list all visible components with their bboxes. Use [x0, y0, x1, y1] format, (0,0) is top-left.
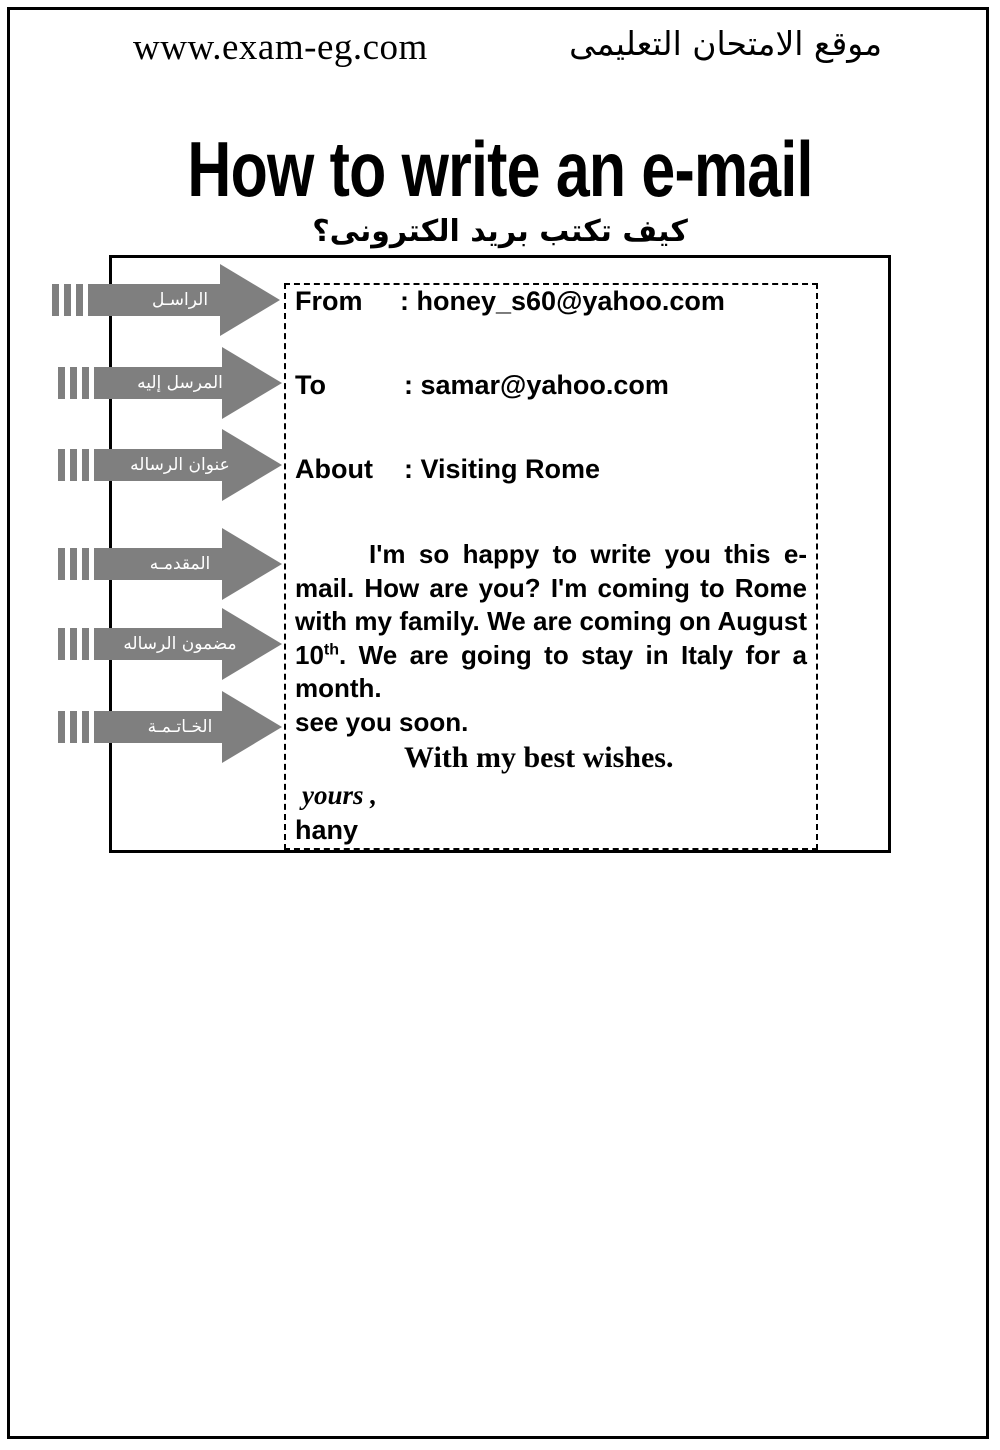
email-from-value: : honey_s60@yahoo.com: [400, 286, 725, 316]
email-body-text: I'm coming to Rome with my family. We are coming on August 10: [295, 572, 807, 670]
email-closing: With my best wishes.: [404, 741, 674, 774]
email-yours: yours ,: [302, 780, 378, 810]
arrow-sender: [52, 264, 284, 336]
email-to-label: To: [295, 370, 326, 400]
email-sign-off-line: see you soon.: [295, 706, 469, 737]
email-from-row: [295, 286, 725, 317]
email-about-label: About: [295, 454, 373, 484]
email-from-label: From: [295, 286, 363, 316]
email-body-text-continued: . We are going to stay in Italy for a month.: [295, 639, 807, 704]
arrow-label-recipient: المرسل إليه: [137, 373, 223, 393]
site-name: موقع الامتحان التعليمى: [569, 24, 882, 63]
page-subtitle: كيف تكتب بريد الكترونى؟: [312, 214, 688, 249]
arrow-recipient: [52, 347, 284, 419]
email-about-row: [295, 454, 601, 485]
email-about-value: : Visiting Rome: [404, 454, 601, 484]
arrow-label-subject: عنوان الرساله: [130, 455, 230, 475]
email-body: [295, 538, 807, 740]
arrow-subject: [52, 429, 284, 501]
site-url: www.exam-eg.com: [133, 27, 428, 68]
email-paragraph: [295, 538, 807, 706]
page-title: How to write an e-mail: [187, 125, 813, 213]
arrow-label-body: مضمون الرساله: [123, 634, 237, 654]
email-body-superscript: th: [323, 641, 340, 659]
arrow-label-sender: الراسـل: [151, 290, 209, 310]
email-to-row: [295, 370, 669, 401]
arrow-introduction: [52, 528, 284, 600]
arrow-body: [52, 608, 284, 680]
arrow-conclusion: [52, 691, 284, 763]
email-intro: I'm so happy to write you this e-mail. How are you?: [295, 539, 807, 603]
arrow-label-conclusion: الخـاتـمـة: [147, 717, 213, 737]
email-to-value: : samar@yahoo.com: [404, 370, 669, 400]
arrow-label-introduction: المقدمـه: [149, 554, 211, 574]
email-signature: hany: [295, 815, 359, 845]
